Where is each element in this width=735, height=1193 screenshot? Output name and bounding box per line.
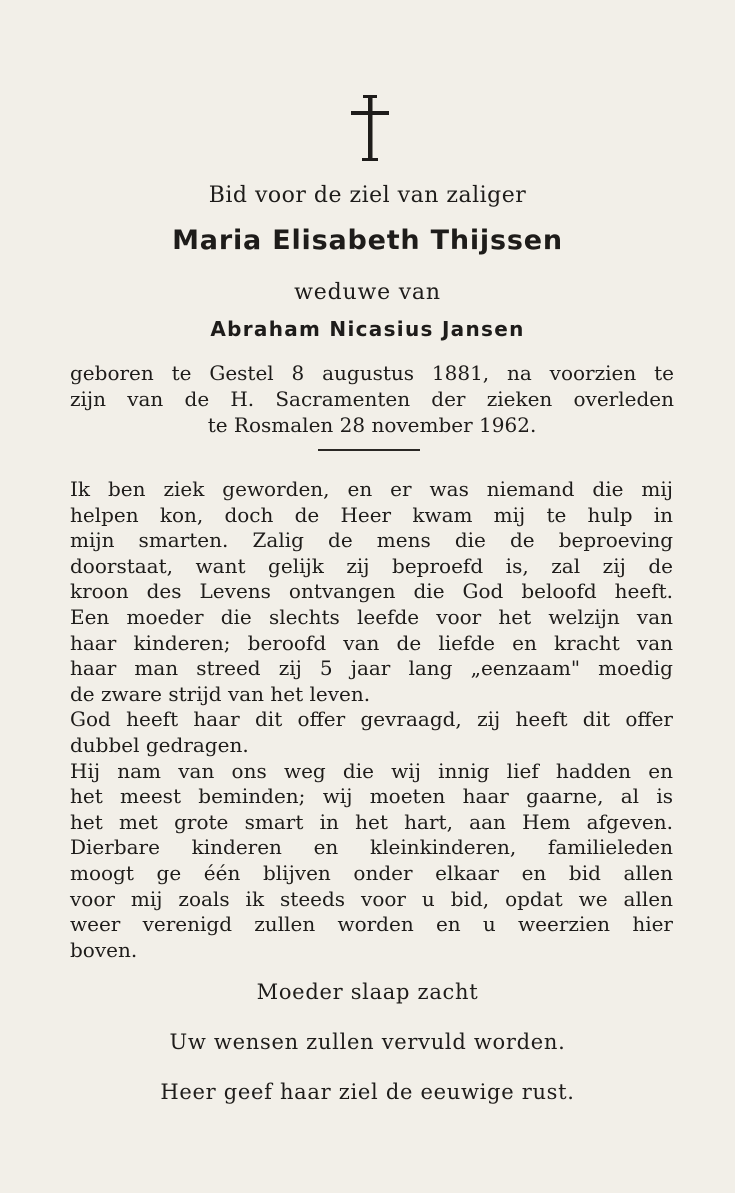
prayer-line: de zware strijd van het leven. [70,681,371,706]
birth-line: zijn van de H. Sacramenten der zieken overleden [70,387,674,411]
prayer-line: weer verenigd zullen worden en u weerzien hier [70,912,673,937]
prayer-line: haar kinderen; beroofd van de liefde en kracht van [70,630,673,655]
closing-line: Moeder slaap zacht [256,980,479,1004]
deceased-name: Maria Elisabeth Thijssen [172,225,563,256]
relation-text: weduwe van [294,280,441,305]
prayer-line: Ik ben ziek geworden, en er was niemand die mij [70,477,673,501]
prayer-line: God heeft haar dit offer gevraagd, zij heeft dit offer [70,707,673,732]
cross-icon [351,95,389,161]
closing-line: Uw wensen zullen vervuld worden. [169,1030,566,1054]
prayer-line: dubbel gedragen. [70,732,249,757]
prayer-line: Een moeder die slechts leefde voor het welzijn van [70,604,673,629]
prayer-line: het met grote smart in het hart, aan Hem afgeven. [70,809,673,834]
prayer-text [70,477,673,963]
prayer-line: helpen kon, doch de Heer kwam mij te hulp in [70,502,673,527]
divider [318,449,420,451]
birth-line: te Rosmalen 28 november 1962. [207,413,537,437]
prayer-line: doorstaat, want gelijk zij beproefd is, zal zij de [70,553,673,578]
intro-text: Bid voor de ziel van zaliger [208,183,527,208]
birth-line: geboren te Gestel 8 augustus 1881, na voorzien te [70,361,674,385]
prayer-line: het meest beminden; wij moeten haar gaarne, al is [70,784,673,809]
prayer-line: haar man streed zij 5 jaar lang „eenzaam" moedig [70,656,673,681]
spouse-name: Abraham Nicasius Jansen [210,317,525,341]
prayer-line: kroon des Levens ontvangen die God beloofd heeft. [70,579,673,604]
prayer-line: moogt ge één blijven onder elkaar en bid allen [70,860,673,885]
prayer-line: mijn smarten. Zalig de mens die de beproeving [70,528,673,553]
closing-line: Heer geef haar ziel de eeuwige rust. [160,1080,575,1104]
prayer-line: boven. [70,937,138,962]
birth-death-details [70,360,674,438]
prayer-line: voor mij zoals ik steeds voor u bid, opdat we allen [70,886,673,911]
prayer-line: Hij nam van ons weg die wij innig lief hadden en [70,758,673,783]
prayer-line: Dierbare kinderen en kleinkinderen, familieleden [70,835,673,860]
